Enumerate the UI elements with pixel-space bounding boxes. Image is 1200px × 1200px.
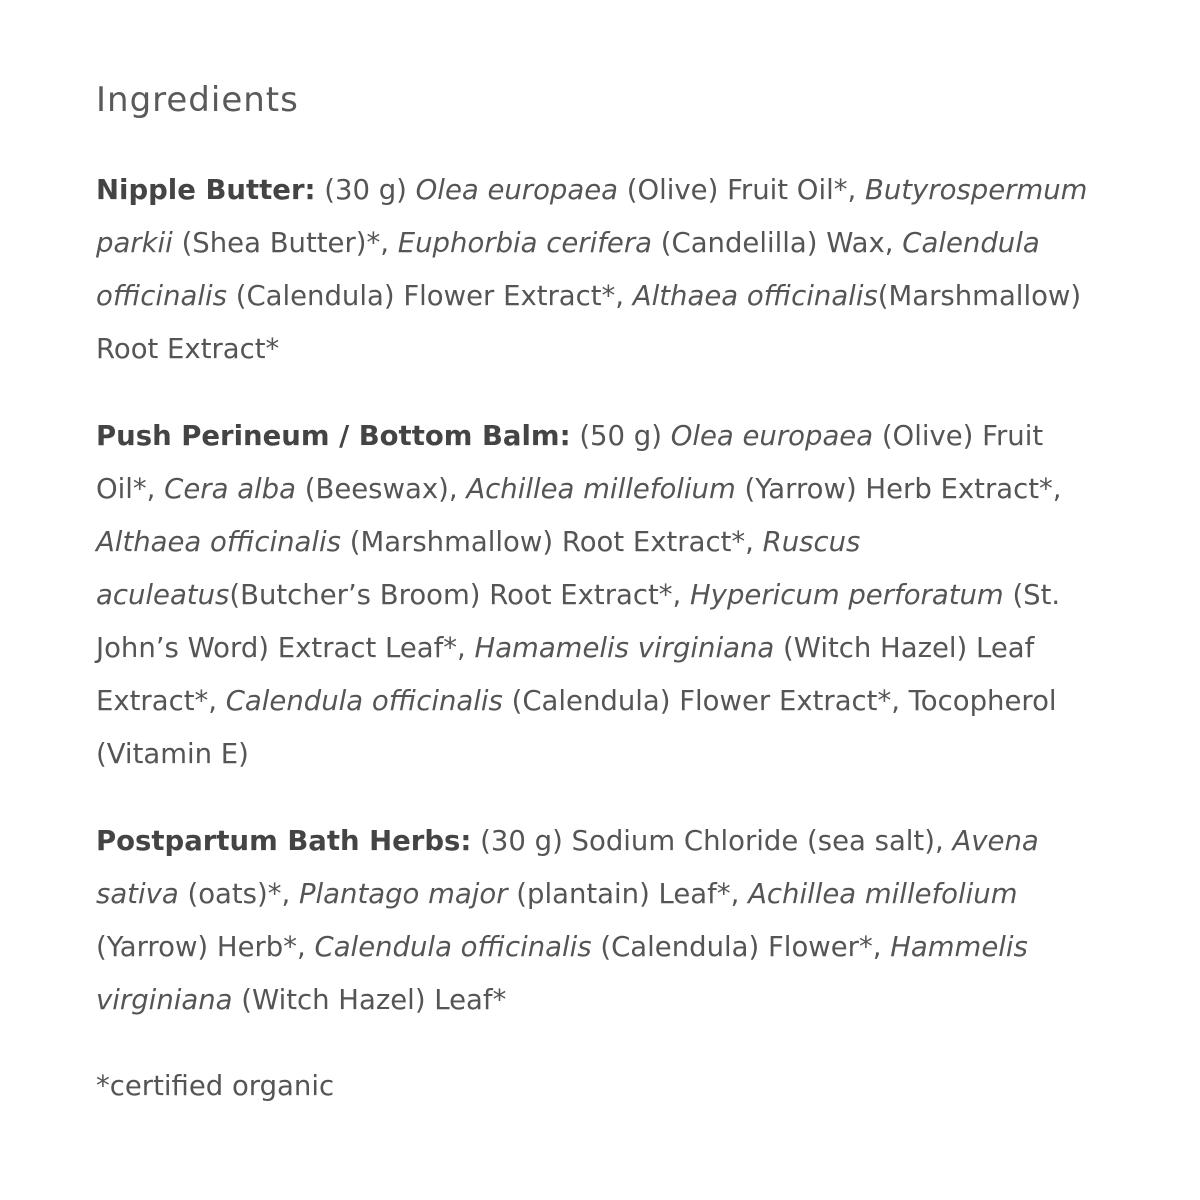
botanical-name: Achillea millefolium	[466, 473, 736, 505]
ingredient-text: (plantain) Leaf*,	[507, 878, 749, 910]
botanical-name: Achillea millefolium	[748, 878, 1018, 910]
botanical-name: Ruscus aculeatus	[96, 526, 861, 611]
ingredient-paragraph-bath-herbs	[96, 815, 1106, 1027]
botanical-name: Olea europaea	[670, 420, 874, 452]
botanical-name: Calendula officinalis	[314, 931, 592, 963]
ingredient-text: (Yarrow) Herb Extract*,	[735, 473, 1062, 505]
product-name: Push Perineum / Bottom Balm:	[96, 420, 571, 452]
botanical-name: Hammelis virginiana	[96, 931, 1028, 1016]
ingredient-text: (Calendula) Flower*,	[591, 931, 891, 963]
botanical-name: Euphorbia cerifera	[397, 227, 653, 259]
botanical-name: Hamamelis virginiana	[474, 632, 775, 664]
ingredient-text: (Olive) Fruit Oil*,	[618, 174, 865, 206]
ingredient-text: (30 g)	[315, 174, 416, 206]
ingredient-text: (Witch Hazel) Leaf Extract*,	[96, 632, 1035, 717]
product-name: Postpartum Bath Herbs:	[96, 825, 472, 857]
product-name: Nipple Butter:	[96, 174, 316, 206]
botanical-name: Olea europaea	[415, 174, 619, 206]
botanical-name: Hypericum perforatum	[690, 579, 1004, 611]
ingredient-text: (oats)*,	[178, 878, 299, 910]
botanical-name: Butyrospermum parkii	[96, 174, 1088, 259]
ingredient-text: (Beeswax),	[296, 473, 467, 505]
ingredient-text: (Olive) Fruit Oil*,	[96, 420, 1044, 505]
ingredient-text: (Witch Hazel) Leaf*	[232, 984, 507, 1016]
ingredient-text: (Calendula) Flower Extract*,	[226, 280, 633, 312]
footnote: *certified organic	[96, 1070, 335, 1102]
ingredient-text: (Calendula) Flower Extract*, Tocopherol (Vitamin E)	[96, 685, 1057, 770]
botanical-name: Althaea officinalis	[632, 280, 878, 312]
ingredient-text: (Marshmallow) Root Extract*	[96, 280, 1082, 365]
ingredient-text: (Marshmallow) Root Extract*,	[341, 526, 763, 558]
ingredient-text: (30 g) Sodium Chloride (sea salt),	[471, 825, 953, 857]
ingredient-text: (St. John’s Word) Extract Leaf*,	[96, 579, 1061, 664]
ingredient-text: (50 g)	[570, 420, 671, 452]
botanical-name: Althaea officinalis	[96, 526, 341, 558]
botanical-name: Calendula officinalis	[96, 227, 1040, 312]
botanical-name: Cera alba	[164, 473, 296, 505]
ingredient-text: (Butcher’s Broom) Root Extract*,	[229, 579, 690, 611]
botanical-name: Calendula officinalis	[225, 685, 503, 717]
ingredient-text: (Shea Butter)*,	[172, 227, 398, 259]
botanical-name: Plantago major	[298, 878, 508, 910]
ingredient-text: (Candelilla) Wax,	[652, 227, 903, 259]
page-title: Ingredients	[96, 80, 299, 120]
ingredient-paragraph-nipple-butter	[96, 164, 1106, 376]
ingredient-text: (Yarrow) Herb*,	[96, 931, 315, 963]
botanical-name: Avena sativa	[96, 825, 1039, 910]
ingredient-paragraph-bottom-balm	[96, 410, 1106, 781]
